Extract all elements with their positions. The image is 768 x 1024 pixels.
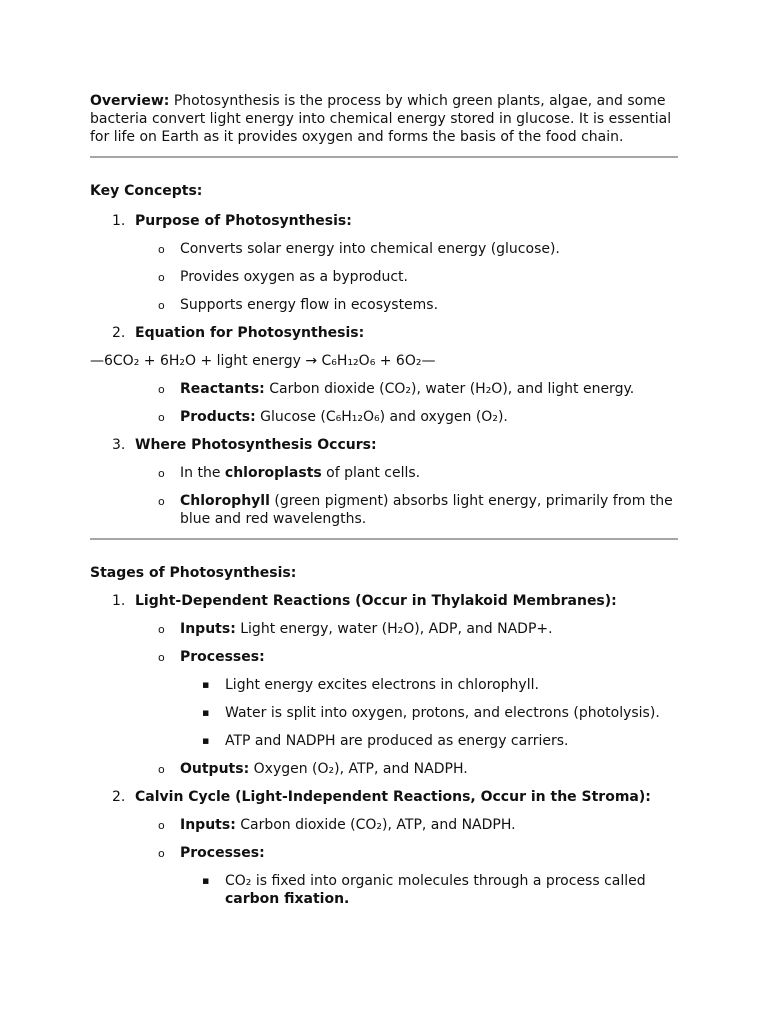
list-item-text: (green pigment) absorbs light energy, primarily from the blue and red wavelengths. [180,493,673,527]
key-concepts-heading: Key Concepts: [90,183,203,199]
numbered-item [90,592,680,610]
list-item-text: Oxygen (O₂), ATP, and NADPH. [249,761,468,777]
list-item [90,268,680,286]
sub-list-item [90,676,680,694]
list-item-text: Converts solar energy into chemical energy (glucose). [180,241,560,257]
list-item-text: Carbon dioxide (CO₂), water (H₂O), and light energy. [264,381,635,397]
sub-list-item-text: ATP and NADPH are produced as energy carriers. [225,733,569,749]
numbered-item [90,788,680,806]
circle-bullet-icon: o [158,763,165,776]
circle-bullet-icon: o [158,271,165,284]
sub-list-item [90,704,680,722]
overview-paragraph [90,92,680,146]
list-item [90,648,680,666]
circle-bullet-icon: o [158,383,165,396]
list-item-label: Reactants: [180,381,265,397]
numbered-item [90,324,680,342]
list-item [90,408,680,426]
sub-list-item [90,872,680,908]
bullet-list [90,760,680,778]
sub-list-item [90,732,680,750]
list-item-label: Products: [180,409,256,425]
list-item-text: Glucose (C₆H₁₂O₆) and oxygen (O₂). [255,409,508,425]
item-heading: Purpose of Photosynthesis: [135,213,352,229]
divider [90,156,678,158]
bullet-list [90,620,680,666]
square-bullet-icon: ▪ [202,874,210,887]
square-bullet-icon: ▪ [202,734,210,747]
item-heading: Equation for Photosynthesis: [135,325,365,341]
list-item [90,816,680,834]
list-item [90,620,680,638]
document-content [90,92,680,908]
list-item-label: Chlorophyll [180,493,270,509]
item-number: 1. [112,213,126,229]
sub-list-item-text: Light energy excites electrons in chlorophyll. [225,677,539,693]
list-item-text: Light energy, water (H₂O), ADP, and NADP+. [235,621,553,637]
list-item-label: Outputs: [180,761,250,777]
list-item-label: Inputs: [180,817,236,833]
bullet-list [90,816,680,862]
list-item [90,760,680,778]
bullet-list [90,380,680,426]
list-item-label: Processes: [180,845,265,861]
overview-label: Overview: [90,93,170,109]
item-number: 3. [112,437,126,453]
item-heading: Light-Dependent Reactions (Occur in Thylakoid Membranes): [135,593,617,609]
stages-heading: Stages of Photosynthesis: [90,565,297,581]
list-item-emphasis: chloroplasts [224,465,322,481]
circle-bullet-icon: o [158,651,165,664]
bullet-list [90,240,680,314]
sub-list-item-text: Water is split into oxygen, protons, and electrons (photolysis). [225,705,660,721]
sub-bullet-list [90,872,680,908]
item-heading: Where Photosynthesis Occurs: [135,437,377,453]
list-item-text: Provides oxygen as a byproduct. [180,269,408,285]
square-bullet-icon: ▪ [202,706,210,719]
circle-bullet-icon: o [158,819,165,832]
list-item-label: Inputs: [180,621,236,637]
item-number: 2. [112,325,126,341]
item-number: 2. [112,789,126,805]
bullet-list [90,464,680,528]
item-heading: Calvin Cycle (Light-Independent Reactions, Occur in the Stroma): [135,789,651,805]
photosynthesis-equation: —6CO₂ + 6H₂O + light energy → C₆H₁₂O₆ + 6O₂— [90,353,436,369]
divider [90,538,678,540]
circle-bullet-icon: o [158,243,165,256]
list-item [90,240,680,258]
circle-bullet-icon: o [158,847,165,860]
list-item [90,844,680,862]
numbered-item [90,212,680,230]
list-item-text: Carbon dioxide (CO₂), ATP, and NADPH. [235,817,516,833]
sub-list-item-text: CO₂ is fixed into organic molecules through a process called [225,873,646,889]
square-bullet-icon: ▪ [202,678,210,691]
list-item [90,492,680,528]
item-number: 1. [112,593,126,609]
list-item-text: In the [180,465,225,481]
circle-bullet-icon: o [158,495,165,508]
circle-bullet-icon: o [158,411,165,424]
circle-bullet-icon: o [158,623,165,636]
overview-text: Photosynthesis is the process by which green plants, algae, and some bacteria convert light energy into chemical energy stored in glucose. It is essential for life on Earth as it provides oxygen and forms the basis of the food chain. [90,93,672,145]
sub-bullet-list [90,676,680,750]
list-item-text: Supports energy flow in ecosystems. [180,297,439,313]
list-item [90,380,680,398]
circle-bullet-icon: o [158,299,165,312]
list-item [90,296,680,314]
list-item-label: Processes: [180,649,265,665]
numbered-item [90,436,680,454]
circle-bullet-icon: o [158,467,165,480]
list-item-text: of plant cells. [321,465,421,481]
sub-list-item-emphasis: carbon fixation. [225,891,350,907]
list-item [90,464,680,482]
